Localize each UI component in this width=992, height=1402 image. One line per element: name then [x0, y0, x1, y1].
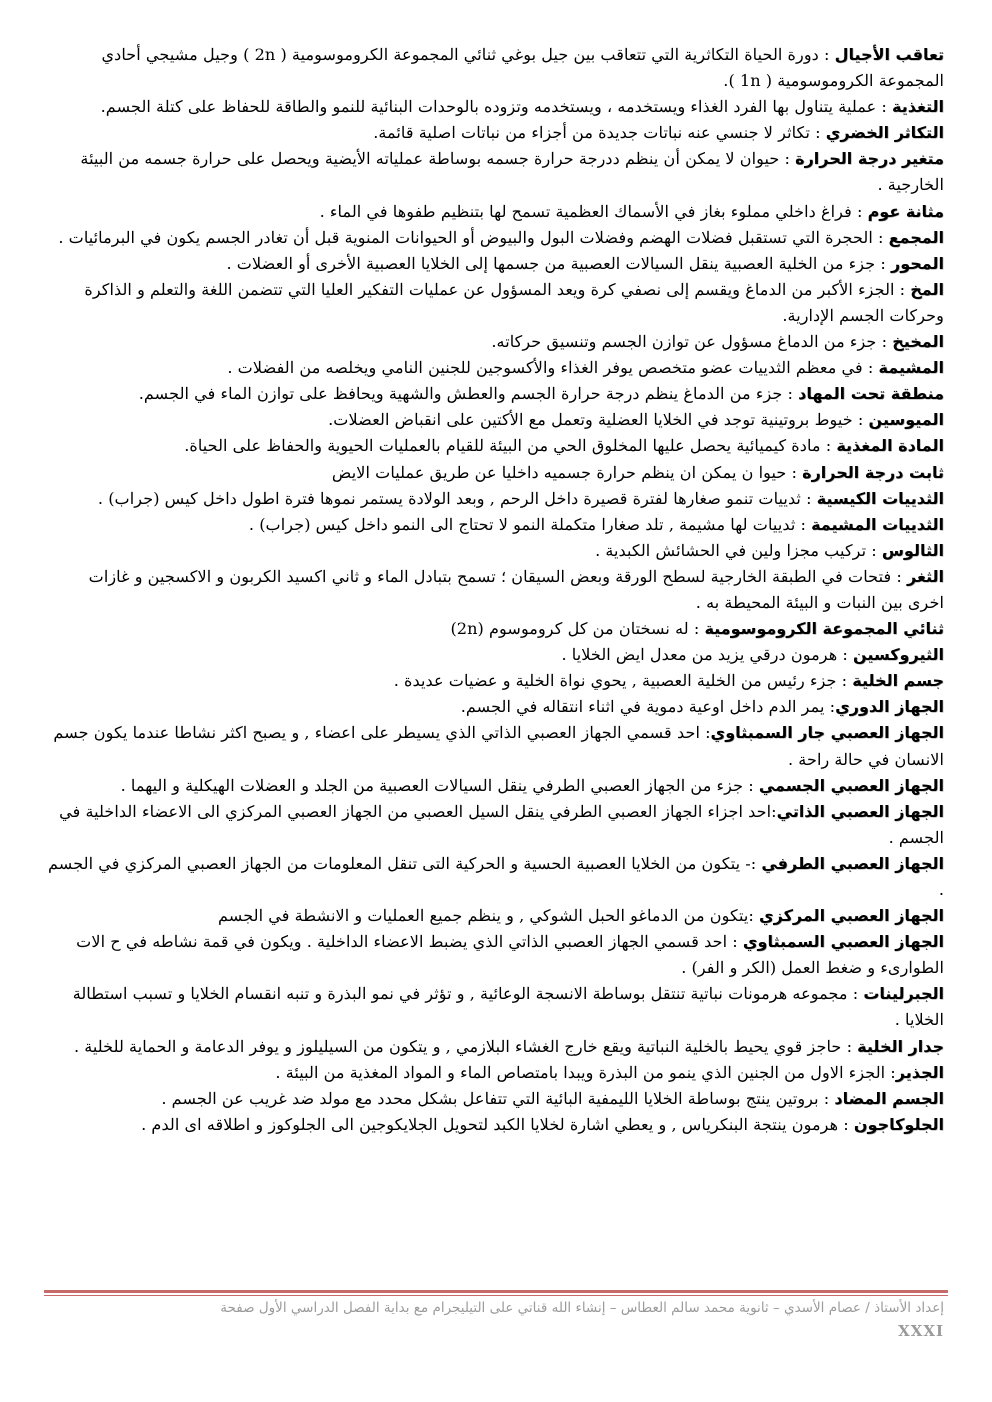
glossary-entry [48, 120, 944, 146]
glossary-definition: : جزء من الدماغ ينظم درجة حرارة الجسم والعطش والشهية ويحافظ على توازن الماء في الجسم. [138, 384, 799, 404]
glossary-entry [48, 773, 944, 799]
glossary-term: الجهاز العصبي السمبثاوي [742, 932, 944, 952]
glossary-entry [48, 433, 944, 459]
footer-divider [44, 1290, 948, 1293]
glossary-entry [48, 851, 944, 903]
glossary-definition: : مادة كيميائية يحصل عليها المخلوق الحي من البيئة للقيام بالعمليات الحيوية والحفاظ على الحياة. [184, 436, 837, 456]
glossary-term: الثدييات المشيمة [811, 514, 944, 534]
glossary-term: جدار الخلية [857, 1036, 944, 1056]
glossary-term: الثالوس [881, 540, 944, 560]
glossary-term: منطقة تحت المهاد [798, 384, 944, 404]
glossary-entry [48, 1112, 944, 1138]
glossary-entry [48, 486, 944, 512]
glossary-term: الجهاز العصبي المركزي [758, 906, 944, 926]
glossary-term: الميوسين [868, 410, 944, 430]
glossary-definition: :يتكون من الدماغو الحبل الشوكي , و ينظم جميع العمليات و الانشطة في الجسم [218, 906, 759, 926]
glossary-term: الجهاز العصبي الذاتي [776, 801, 944, 821]
glossary-definition: : بروتين ينتج بوساطة الخلايا الليمفية البائية التي تتفاعل بشكل محدد مع مولد ضد غريب عن الجسم . [161, 1088, 835, 1108]
glossary-entry [48, 642, 944, 668]
glossary-entry [48, 94, 944, 120]
glossary-definition: :- يتكون من الخلايا العصبية الحسية و الحركية التى تنقل المعلومات من الجهاز العصبي المركزي في الجسم . [48, 853, 944, 899]
glossary-definition: : حاجز قوي يحيط بالخلية النباتية ويقع خارج الغشاء البلازمي , و يتكون من السيليلوز و يوفر الدعامة و الحماية للخلية . [73, 1036, 858, 1056]
glossary-term: المخيخ [892, 332, 944, 352]
glossary-definition: : فراغ داخلي مملوء بغاز في الأسماك العظمية تسمح لها بتنظيم طفوها في الماء . [319, 201, 868, 221]
glossary-definition: : خيوط بروتينية توجد في الخلايا العضلية وتعمل مع الأكتين على انقباض العضلات. [328, 410, 869, 430]
glossary-term: ثنائي المجموعة الكروموسومية [704, 619, 944, 639]
glossary-definition: : مجموعه هرمونات نباتية تنتقل بوساطة الانسجة الوعائية , و تؤثر في نمو البذرة و تنبه انقسام الخلايا و تسبب استطالة الخلايا . [72, 984, 944, 1030]
glossary-term: مثانة عوم [867, 201, 944, 221]
glossary-term: الجهاز العصبي الجسمي [758, 775, 944, 795]
glossary-entry [48, 381, 944, 407]
glossary-definition: : جزء من الخلية العصبية ينقل السيالات العصبية من جسمها إلى الخلايا العصبية الأخرى أو العضلات . [226, 253, 891, 273]
glossary-list [48, 42, 944, 1138]
glossary-definition: : فتحات في الطبقة الخارجية لسطح الورقة وبعض السيقان ؛ تسمح بتبادل الماء و ثاني اكسيد الكربون و الاكسجين و غازات اخرى بين النبات و البيئة المحيطة به . [88, 566, 944, 612]
glossary-entry [48, 460, 944, 486]
glossary-entry [48, 251, 944, 277]
glossary-definition: : دورة الحياة التكاثرية التي تتعاقب بين جيل بوغي ثنائي المجموعة الكروموسومية ( 2n ) وجيل مشيجي أحادي المجموعة الكروموسومية ( 1n ). [101, 45, 944, 91]
glossary-definition: :احد اجزاء الجهاز العصبي الطرفي ينقل السيل العصبي من الجهاز العصبي المركزي الى الاعضاء الداخلية في الجسم . [59, 801, 944, 847]
glossary-entry [48, 42, 944, 94]
glossary-entry [48, 538, 944, 564]
glossary-entry [48, 199, 944, 225]
glossary-definition: : جزء من الدماغ مسؤول عن توازن الجسم وتنسيق حركاته. [491, 332, 893, 352]
glossary-term: المادة المغذية [836, 436, 944, 456]
glossary-definition: : يمر الدم داخل اوعية دموية في اثناء انتقاله في الجسم. [460, 697, 836, 717]
glossary-entry [48, 225, 944, 251]
glossary-term: تعاقب الأجيال [834, 45, 944, 64]
glossary-entry [48, 1060, 944, 1086]
glossary-entry [48, 668, 944, 694]
glossary-entry [48, 616, 944, 642]
glossary-definition: : الجزء الاول من الجنين الذي ينمو من البذرة ويبدا بامتصاص الماء و المواد المغذية من البيئة . [275, 1062, 896, 1082]
glossary-definition: : هرمون درقي يزيد من معدل ايض الخلايا . [561, 645, 854, 665]
glossary-entry [48, 720, 944, 772]
glossary-definition: : ثدييات تنمو صغارها لفترة قصيرة داخل الرحم , وبعد الولادة يستمر نموها فترة اطول داخل كيس (جراب) . [97, 488, 817, 508]
glossary-term: الجهاز العصبي الطرفي [761, 853, 944, 873]
glossary-definition: : هرمون ينتجة البنكرياس , و يعطي اشارة لخلايا الكبد لتحويل الجلايكوجين الى الجلوكوز و اطلاقه اى الدم . [141, 1114, 854, 1134]
glossary-term: جسم الخلية [852, 671, 944, 691]
glossary-term: المخ [910, 279, 944, 299]
glossary-definition: : الحجرة التي تستقبل فضلات الهضم وفضلات البول والبيوض أو الحيوانات المنوية قبل أن تغادر الجسم يكون في البرمائيات . [58, 227, 889, 247]
footer-credit: إعداد الأستاذ / عصام الأسدي – ثانوية محمد سالم العطاس – إنشاء الله قناتي على التيليجرام مع بداية الفصل الدراسي الأول صفحة [220, 1300, 944, 1316]
glossary-definition: : احد قسمي الجهاز العصبي الذاتي الذي يضبط الاعضاء الداخلية . ويكون في قمة نشاطه في ح الات الطوارىء و ضغط العمل (الكر و الفر) . [76, 932, 944, 978]
glossary-entry [48, 981, 944, 1033]
glossary-definition: : في معظم الثدييات عضو متخصص يوفر الغذاء والأكسوجين للجنين النامي ويخلصه من الفضلات . [227, 358, 879, 378]
glossary-entry [48, 1086, 944, 1112]
glossary-entry [48, 929, 944, 981]
glossary-term: متغير درجة الحرارة [795, 149, 944, 169]
glossary-definition: : ثدييات لها مشيمة , تلد صغارا متكملة النمو لا تحتاج الى النمو داخل كيس (جراب) . [248, 514, 812, 534]
glossary-term: التكاثر الخضري [825, 123, 944, 143]
glossary-definition: : تركيب مجزا ولين في الحشائش الكبدية . [595, 540, 882, 560]
glossary-definition: : عملية يتناول بها الفرد الغذاء ويستخدمه ، ويستخدمه وتزوده بالوحدات البنائية للنمو والطاقة للحفاظ على كتلة الجسم. [100, 97, 892, 117]
glossary-entry [48, 564, 944, 616]
glossary-entry [48, 277, 944, 329]
glossary-entry [48, 799, 944, 851]
glossary-definition: : الجزء الأكبر من الدماغ ويقسم إلى نصفي كرة ويعد المسؤول عن عمليات التفكير العليا التي تتضمن اللغة والتعلم و الذاكرة وحركات الجسم الإدارية. [84, 279, 944, 325]
glossary-definition: : جزء من الجهاز العصبي الطرفي ينقل السيالات العصبية من الجلد و العضلات الهيكلية و اليهما . [120, 775, 759, 795]
glossary-term: المشيمة [878, 358, 944, 378]
glossary-entry [48, 329, 944, 355]
glossary-term: الجبرلينات [863, 984, 944, 1004]
glossary-term: التغذية [891, 97, 944, 117]
glossary-entry [48, 355, 944, 381]
glossary-entry [48, 146, 944, 198]
glossary-entry [48, 1034, 944, 1060]
glossary-definition: : تكاثر لا جنسي عنه نباتات جديدة من أجزاء من نباتات اصلية قائمة. [373, 123, 826, 143]
glossary-definition: : له نسختان من كل كروموسوم (2n) [450, 619, 705, 639]
glossary-term: الثيروكسين [853, 645, 944, 665]
glossary-term: الثغر [906, 566, 944, 586]
glossary-entry [48, 407, 944, 433]
glossary-term: الجهاز العصبي جار السمبثاوي [710, 723, 944, 743]
page-number: XXXI [898, 1322, 944, 1340]
glossary-definition: : حيوان لا يمكن أن ينظم ددرجة حرارة جسمه بوساطة عملياته الأيضية ويحصل على حرارة جسمه من البيئة الخارجية . [80, 149, 944, 195]
glossary-term: المجمع [888, 227, 944, 247]
glossary-term: ثابت درجة الحرارة [802, 462, 944, 482]
glossary-definition: : جزء رئيس من الخلية العصبية , يحوي نواة الخلية و عضيات عديدة . [393, 671, 853, 691]
glossary-definition: : احد قسمي الجهاز العصبي الذاتي الذي يسيطر على اعضاء , و يصبح اكثر نشاطا عندما يكون جسم الانسان في حالة راحة . [53, 723, 944, 769]
glossary-term: الجسم المضاد [834, 1088, 944, 1108]
glossary-term: الجلوكاجون [853, 1114, 944, 1134]
glossary-entry [48, 512, 944, 538]
glossary-definition: : حيوا ن يمكن ان ينظم حرارة جسميه داخليا عن طريق عمليات الايض [331, 462, 803, 482]
glossary-term: الجذير [895, 1062, 944, 1082]
glossary-term: الجهاز الدوري [835, 697, 944, 717]
glossary-term: الثدييات الكيسية [816, 488, 944, 508]
glossary-term: المحور [891, 253, 944, 273]
glossary-entry [48, 694, 944, 720]
glossary-entry [48, 903, 944, 929]
